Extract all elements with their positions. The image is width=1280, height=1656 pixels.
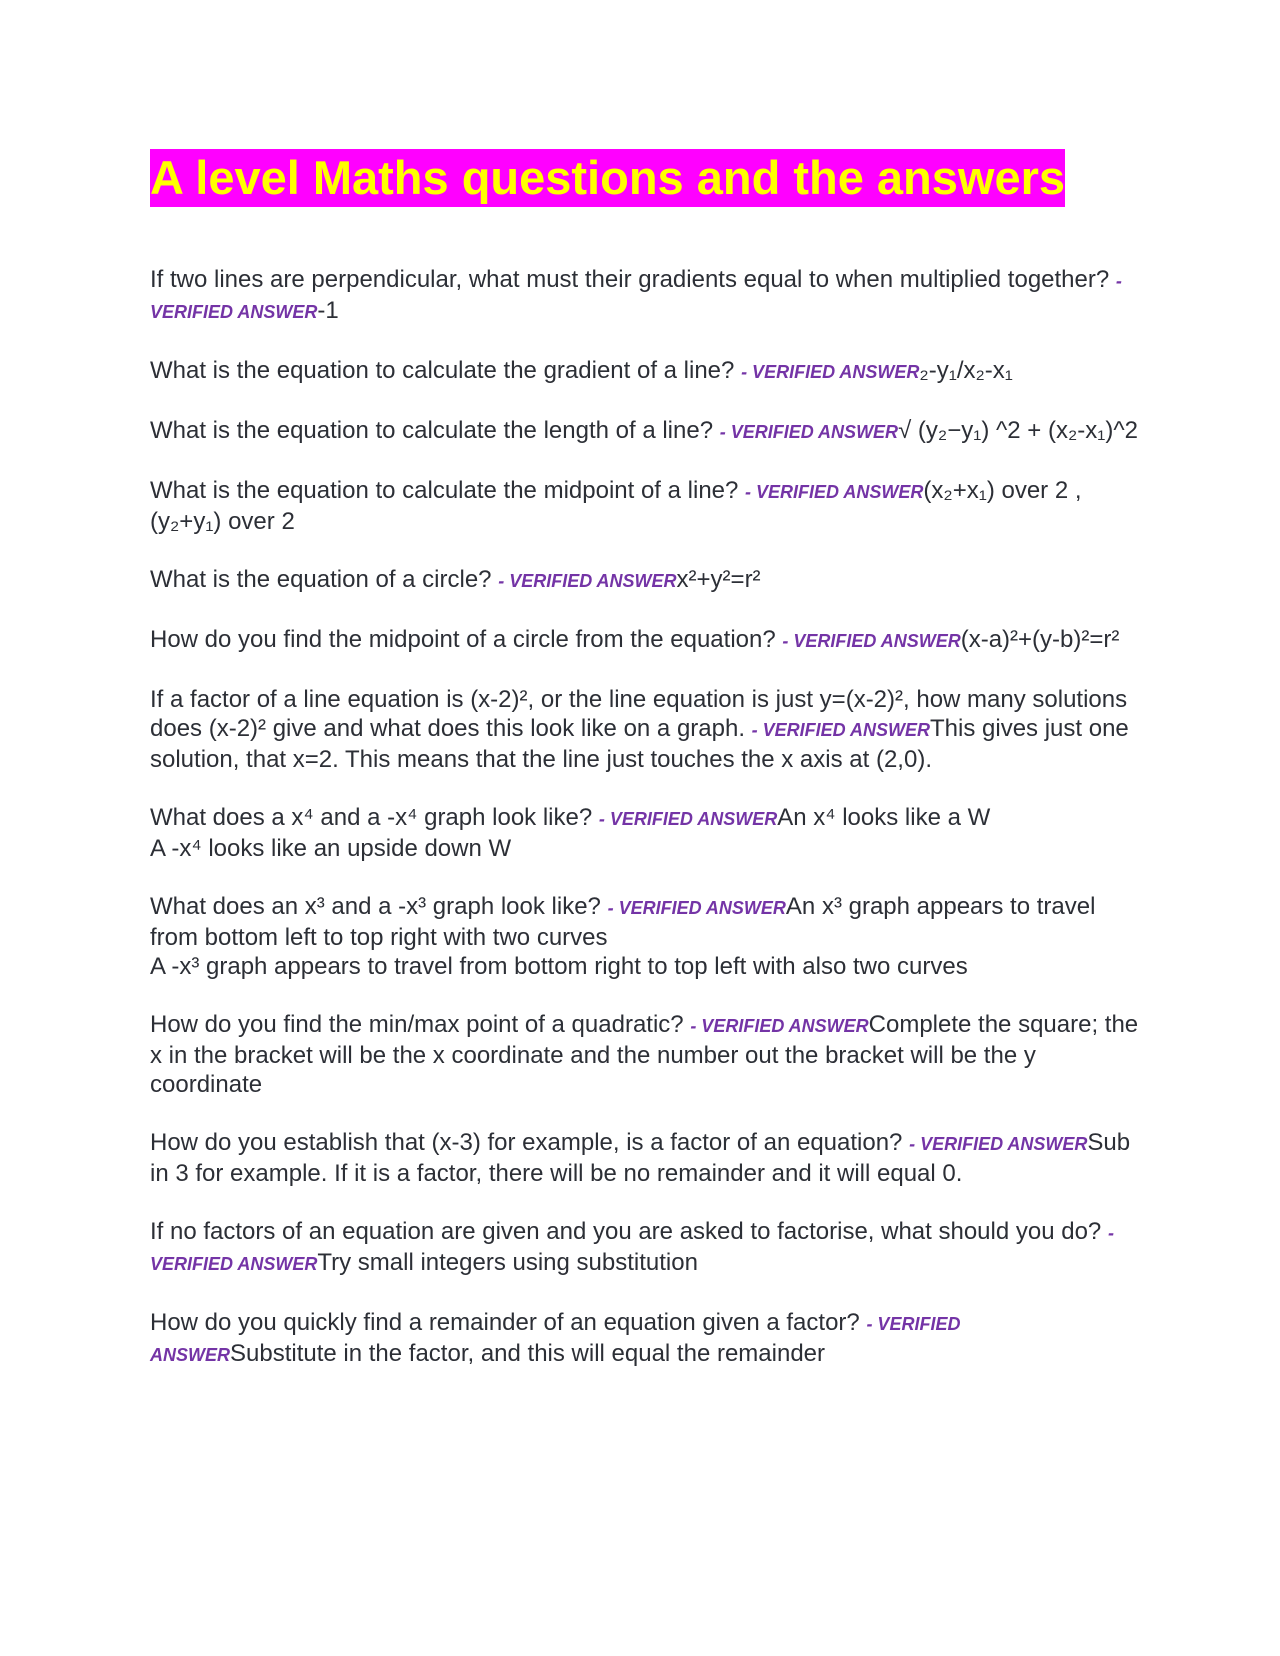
answer-text: √ (y₂−y₁) ^2 + (x₂-x₁)^2 (898, 417, 1138, 444)
verified-answer-tag: - VERIFIED ANSWER (150, 271, 1122, 322)
question-text: What does an x³ and a -x³ graph look like? (150, 893, 601, 920)
page-title: A level Maths questions and the answers (150, 149, 1065, 207)
answer-text: Complete the square; the x in the bracket will be the x coordinate and the number out the bracket will be the y coordinate (150, 1011, 1139, 1098)
question-text: What is the equation to calculate the gradient of a line? (150, 357, 735, 384)
verified-answer-tag: - VERIFIED ANSWER (719, 422, 899, 442)
qa-item-4 (150, 476, 1140, 536)
qa-item-1 (150, 265, 1140, 327)
question-text: If a factor of a line equation is (x-2)², or the line equation is just y=(x-2)², how many solutions does (x-2)² give and what does this look like on a graph. (150, 686, 1128, 742)
verified-answer-tag: - VERIFIED ANSWER (150, 1223, 1114, 1274)
answer-text: Substitute in the factor, and this will equal the remainder (230, 1340, 826, 1367)
question-text: How do you establish that (x-3) for example, is a factor of an equation? (150, 1129, 903, 1156)
verified-answer-tag: - VERIFIED ANSWER (741, 362, 920, 382)
answer-text: (x₂+x₁) over 2 , (y₂+y₁) over 2 (150, 477, 1082, 535)
verified-answer-tag: - VERIFIED ANSWER (909, 1134, 1088, 1154)
qa-item-7 (150, 685, 1140, 774)
answer-text: -1 (317, 297, 339, 324)
question-text: How do you find the min/max point of a quadratic? (150, 1011, 684, 1038)
answer-text: An x³ graph appears to travel from bottom left to top right with two curves (150, 893, 1096, 951)
question-text: What does a x⁴ and a -x⁴ graph look like? (150, 804, 593, 831)
qa-item-5 (150, 565, 1140, 596)
answer-text: x²+y²=r² (676, 566, 761, 593)
answer-text: Sub in 3 for example. If it is a factor, there will be no remainder and it will equal 0. (150, 1129, 1131, 1187)
qa-item-3 (150, 416, 1140, 447)
answer-text: Try small integers using substitution (317, 1249, 698, 1276)
question-text: If two lines are perpendicular, what must their gradients equal to when multiplied together? (150, 266, 1110, 293)
verified-answer-tag: - VERIFIED ANSWER (498, 571, 677, 591)
qa-item-10 (150, 1010, 1140, 1099)
qa-item-9 (150, 892, 1140, 981)
answer-text: ₂-y₁/x₂-x₁ (919, 357, 1013, 384)
document-page (150, 149, 1140, 1399)
qa-item-11 (150, 1128, 1140, 1188)
question-text: How do you find the midpoint of a circle from the equation? (150, 626, 776, 653)
answer-text-line-2: A -x⁴ looks like an upside down W (150, 835, 512, 862)
answer-text: An x⁴ looks like a W (777, 804, 991, 831)
qa-item-2 (150, 356, 1140, 387)
verified-answer-tag: - VERIFIED ANSWER (751, 720, 931, 740)
verified-answer-tag: - VERIFIED ANSWER (607, 898, 786, 918)
qa-item-6 (150, 625, 1140, 656)
question-text: What is the equation to calculate the midpoint of a line? (150, 477, 739, 504)
qa-item-8 (150, 803, 1140, 863)
verified-answer-tag: - VERIFIED ANSWER (690, 1016, 869, 1036)
verified-answer-tag: - VERIFIED ANSWER (598, 809, 778, 829)
question-text: What is the equation of a circle? (150, 566, 492, 593)
verified-answer-tag: - VERIFIED ANSWER (782, 631, 961, 651)
qa-item-12 (150, 1217, 1140, 1279)
verified-answer-tag: - VERIFIED ANSWER (150, 1314, 961, 1365)
answer-text-line-2: A -x³ graph appears to travel from bottom right to top left with also two curves (150, 953, 968, 980)
answer-text: This gives just one solution, that x=2. This means that the line just touches the x axis at (2,0). (150, 715, 1129, 773)
question-text: What is the equation to calculate the length of a line? (150, 417, 714, 444)
question-text: How do you quickly find a remainder of an equation given a factor? (150, 1309, 860, 1336)
question-text: If no factors of an equation are given and you are asked to factorise, what should you do? (150, 1218, 1102, 1245)
qa-item-13 (150, 1308, 1140, 1370)
answer-text: (x-a)²+(y-b)²=r² (960, 626, 1120, 653)
qa-list (150, 265, 1140, 1370)
verified-answer-tag: - VERIFIED ANSWER (745, 482, 924, 502)
